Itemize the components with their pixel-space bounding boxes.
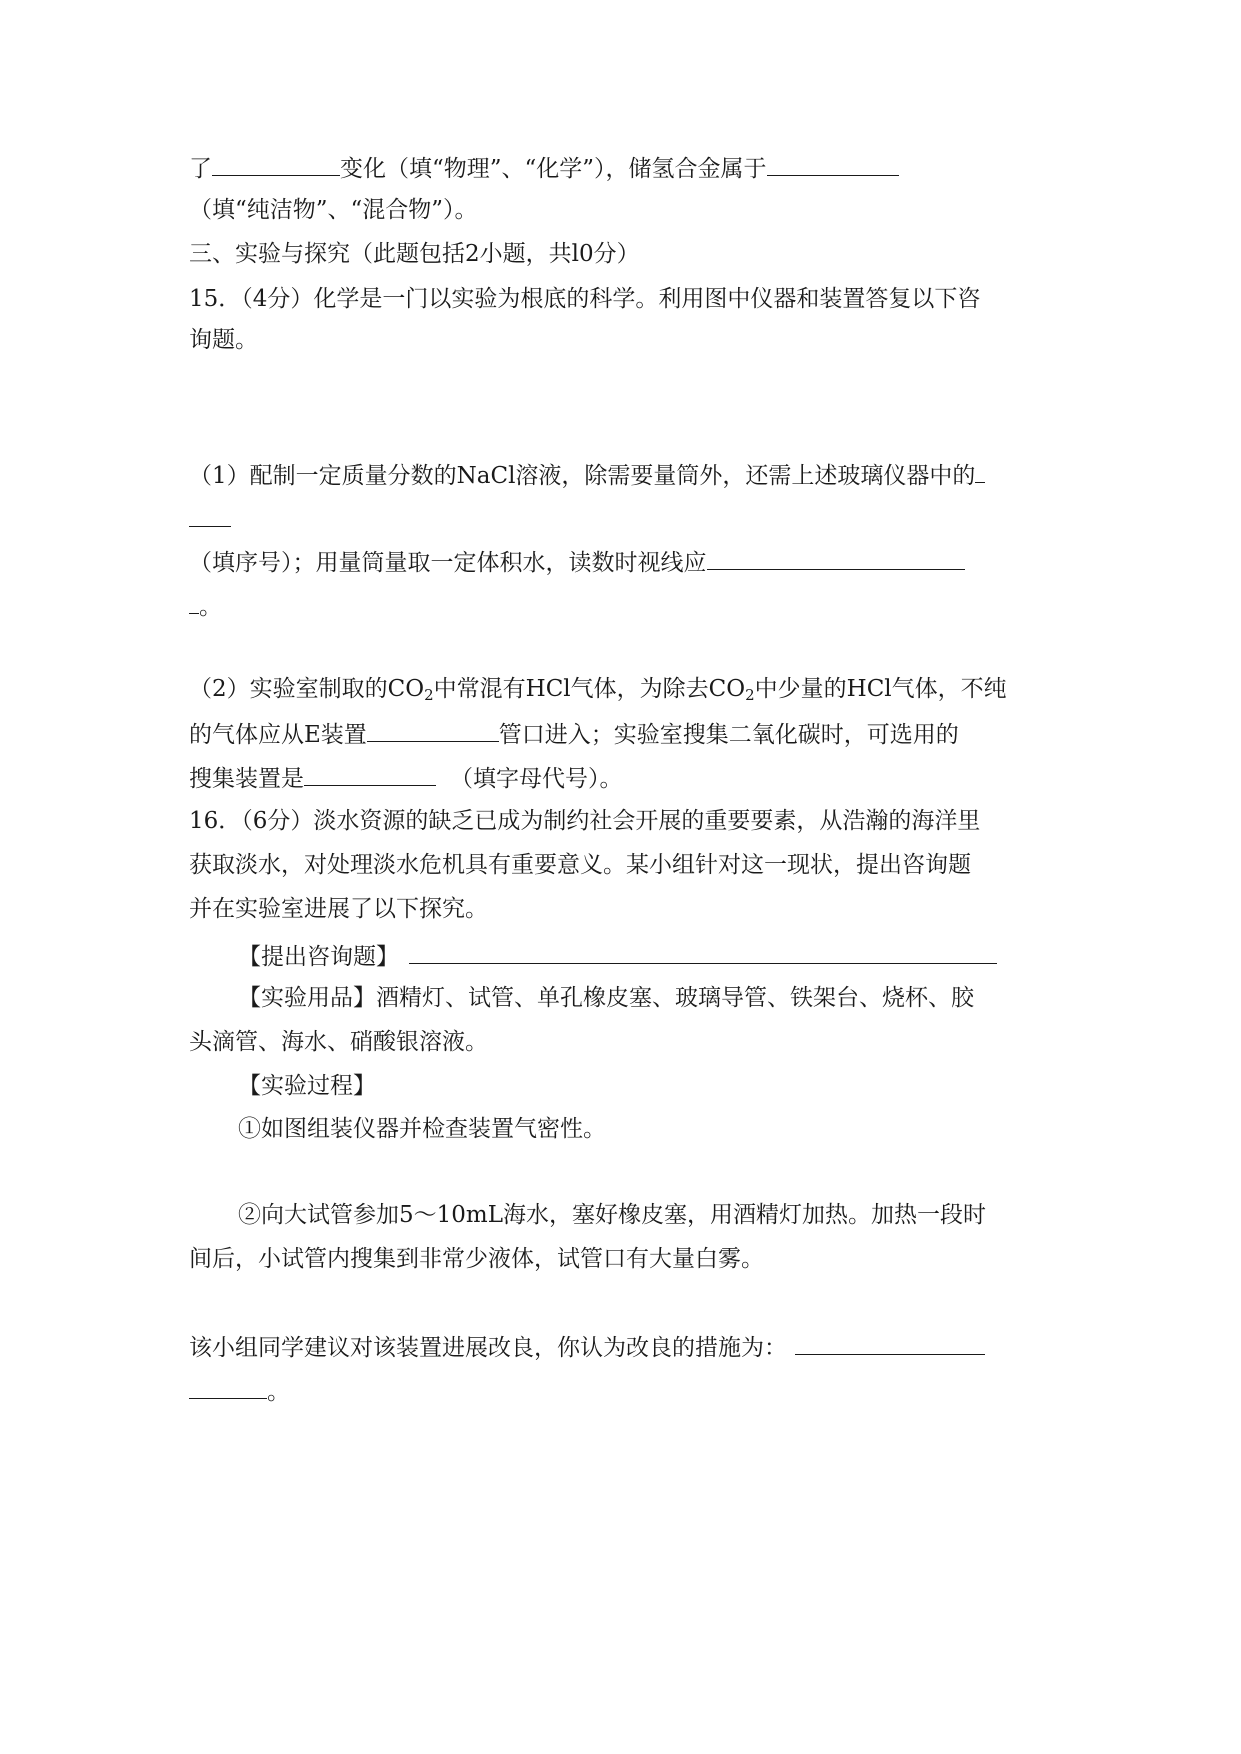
q15-part2-line-1 bbox=[189, 674, 1007, 704]
q16-stem-line-2: 获取淡水，对处理淡水危机具有重要意义。某小组针对这一现状，提出咨询题 bbox=[189, 852, 971, 878]
q16-stem-line-3: 并在实验室进展了以下探究。 bbox=[189, 896, 488, 922]
q14-line-1 bbox=[189, 151, 899, 184]
answer-blank[interactable] bbox=[367, 717, 499, 742]
q16-improve-text: 该小组同学建议对该装置进展改良，你认为改良的措施为： bbox=[189, 1335, 787, 1361]
q15-part1-line-1 bbox=[189, 458, 985, 491]
q14-line-2: （填“纯洁物”、“混合物”）。 bbox=[189, 197, 478, 223]
q16-question-line bbox=[238, 939, 997, 972]
q15-stem-line-2: 询题。 bbox=[189, 327, 258, 353]
answer-blank[interactable] bbox=[707, 545, 965, 570]
q15-part1-text-2: （填序号）；用量筒量取一定体积水，读数时视线应 bbox=[189, 550, 707, 576]
q15-part2-text-a: （2）实验室制取的CO bbox=[189, 676, 425, 702]
q15-part2-text-e: 管口进入；实验室搜集二氧化碳时，可选用的 bbox=[498, 722, 959, 748]
q15-part2-line-3 bbox=[189, 761, 623, 794]
q16-step-2-line-1: ②向大试管参加5～10mL海水，塞好橡皮塞，用酒精灯加热。加热一段时 bbox=[238, 1202, 986, 1228]
q15-part2-text-c: 中少量的HCl气体，不纯 bbox=[754, 676, 1007, 702]
q15-part2-text-d: 的气体应从E装置 bbox=[189, 722, 367, 748]
answer-blank[interactable] bbox=[189, 589, 199, 614]
period: 。 bbox=[199, 594, 222, 620]
q15-part2-text-f: 搜集装置是 bbox=[189, 766, 304, 792]
q15-part2-text-b: 中常混有HCl气体，为除去CO bbox=[433, 676, 746, 702]
q16-stem-line-1: 16．（6分）淡水资源的缺乏已成为制约社会开展的重要要素，从浩瀚的海洋里 bbox=[189, 808, 981, 834]
subscript: 2 bbox=[424, 686, 434, 704]
q16-step-1: ①如图组装仪器并检查装置气密性。 bbox=[238, 1116, 606, 1142]
answer-blank[interactable] bbox=[189, 1374, 267, 1399]
q16-step-2-line-2: 间后，小试管内搜集到非常少液体，试管口有大量白雾。 bbox=[189, 1246, 764, 1272]
answer-blank[interactable] bbox=[767, 151, 899, 176]
q16-improve-line-2 bbox=[189, 1374, 290, 1407]
answer-blank[interactable] bbox=[212, 151, 340, 176]
section-heading: 三、实验与探究（此题包括2小题，共l0分） bbox=[189, 241, 640, 267]
q14-text-b: 变化（填“物理”、“化学”），储氢合金属于 bbox=[340, 156, 767, 182]
q16-supplies-line-2: 头滴管、海水、硝酸银溶液。 bbox=[189, 1029, 488, 1055]
q15-part2-line-2 bbox=[189, 717, 959, 750]
section-label: 【提出咨询题】 bbox=[238, 944, 399, 970]
answer-blank[interactable] bbox=[975, 458, 985, 483]
q14-text-a: 了 bbox=[189, 156, 212, 182]
q15-part1-text: （1）配制一定质量分数的NaCl溶液，除需要量筒外，还需上述玻璃仪器中的 bbox=[189, 463, 976, 489]
q15-part1-line-3 bbox=[189, 545, 965, 578]
q16-supplies-line-1: 【实验用品】酒精灯、试管、单孔橡皮塞、玻璃导管、铁架台、烧杯、胶 bbox=[238, 985, 974, 1011]
q15-part1-line-2 bbox=[189, 502, 231, 535]
q15-part1-line-4 bbox=[189, 589, 222, 622]
answer-blank[interactable] bbox=[409, 939, 997, 964]
answer-blank[interactable] bbox=[189, 502, 231, 527]
answer-blank[interactable] bbox=[304, 761, 436, 786]
answer-blank[interactable] bbox=[795, 1330, 985, 1355]
q16-improve-line-1 bbox=[189, 1330, 985, 1363]
subscript: 2 bbox=[745, 686, 755, 704]
period: 。 bbox=[267, 1379, 290, 1405]
q15-stem-line-1: 15．（4分）化学是一门以实验为根底的科学。利用图中仪器和装置答复以下咨 bbox=[189, 286, 981, 312]
q15-part2-text-g: （填字母代号）。 bbox=[450, 766, 623, 792]
q16-process-label: 【实验过程】 bbox=[238, 1073, 376, 1099]
